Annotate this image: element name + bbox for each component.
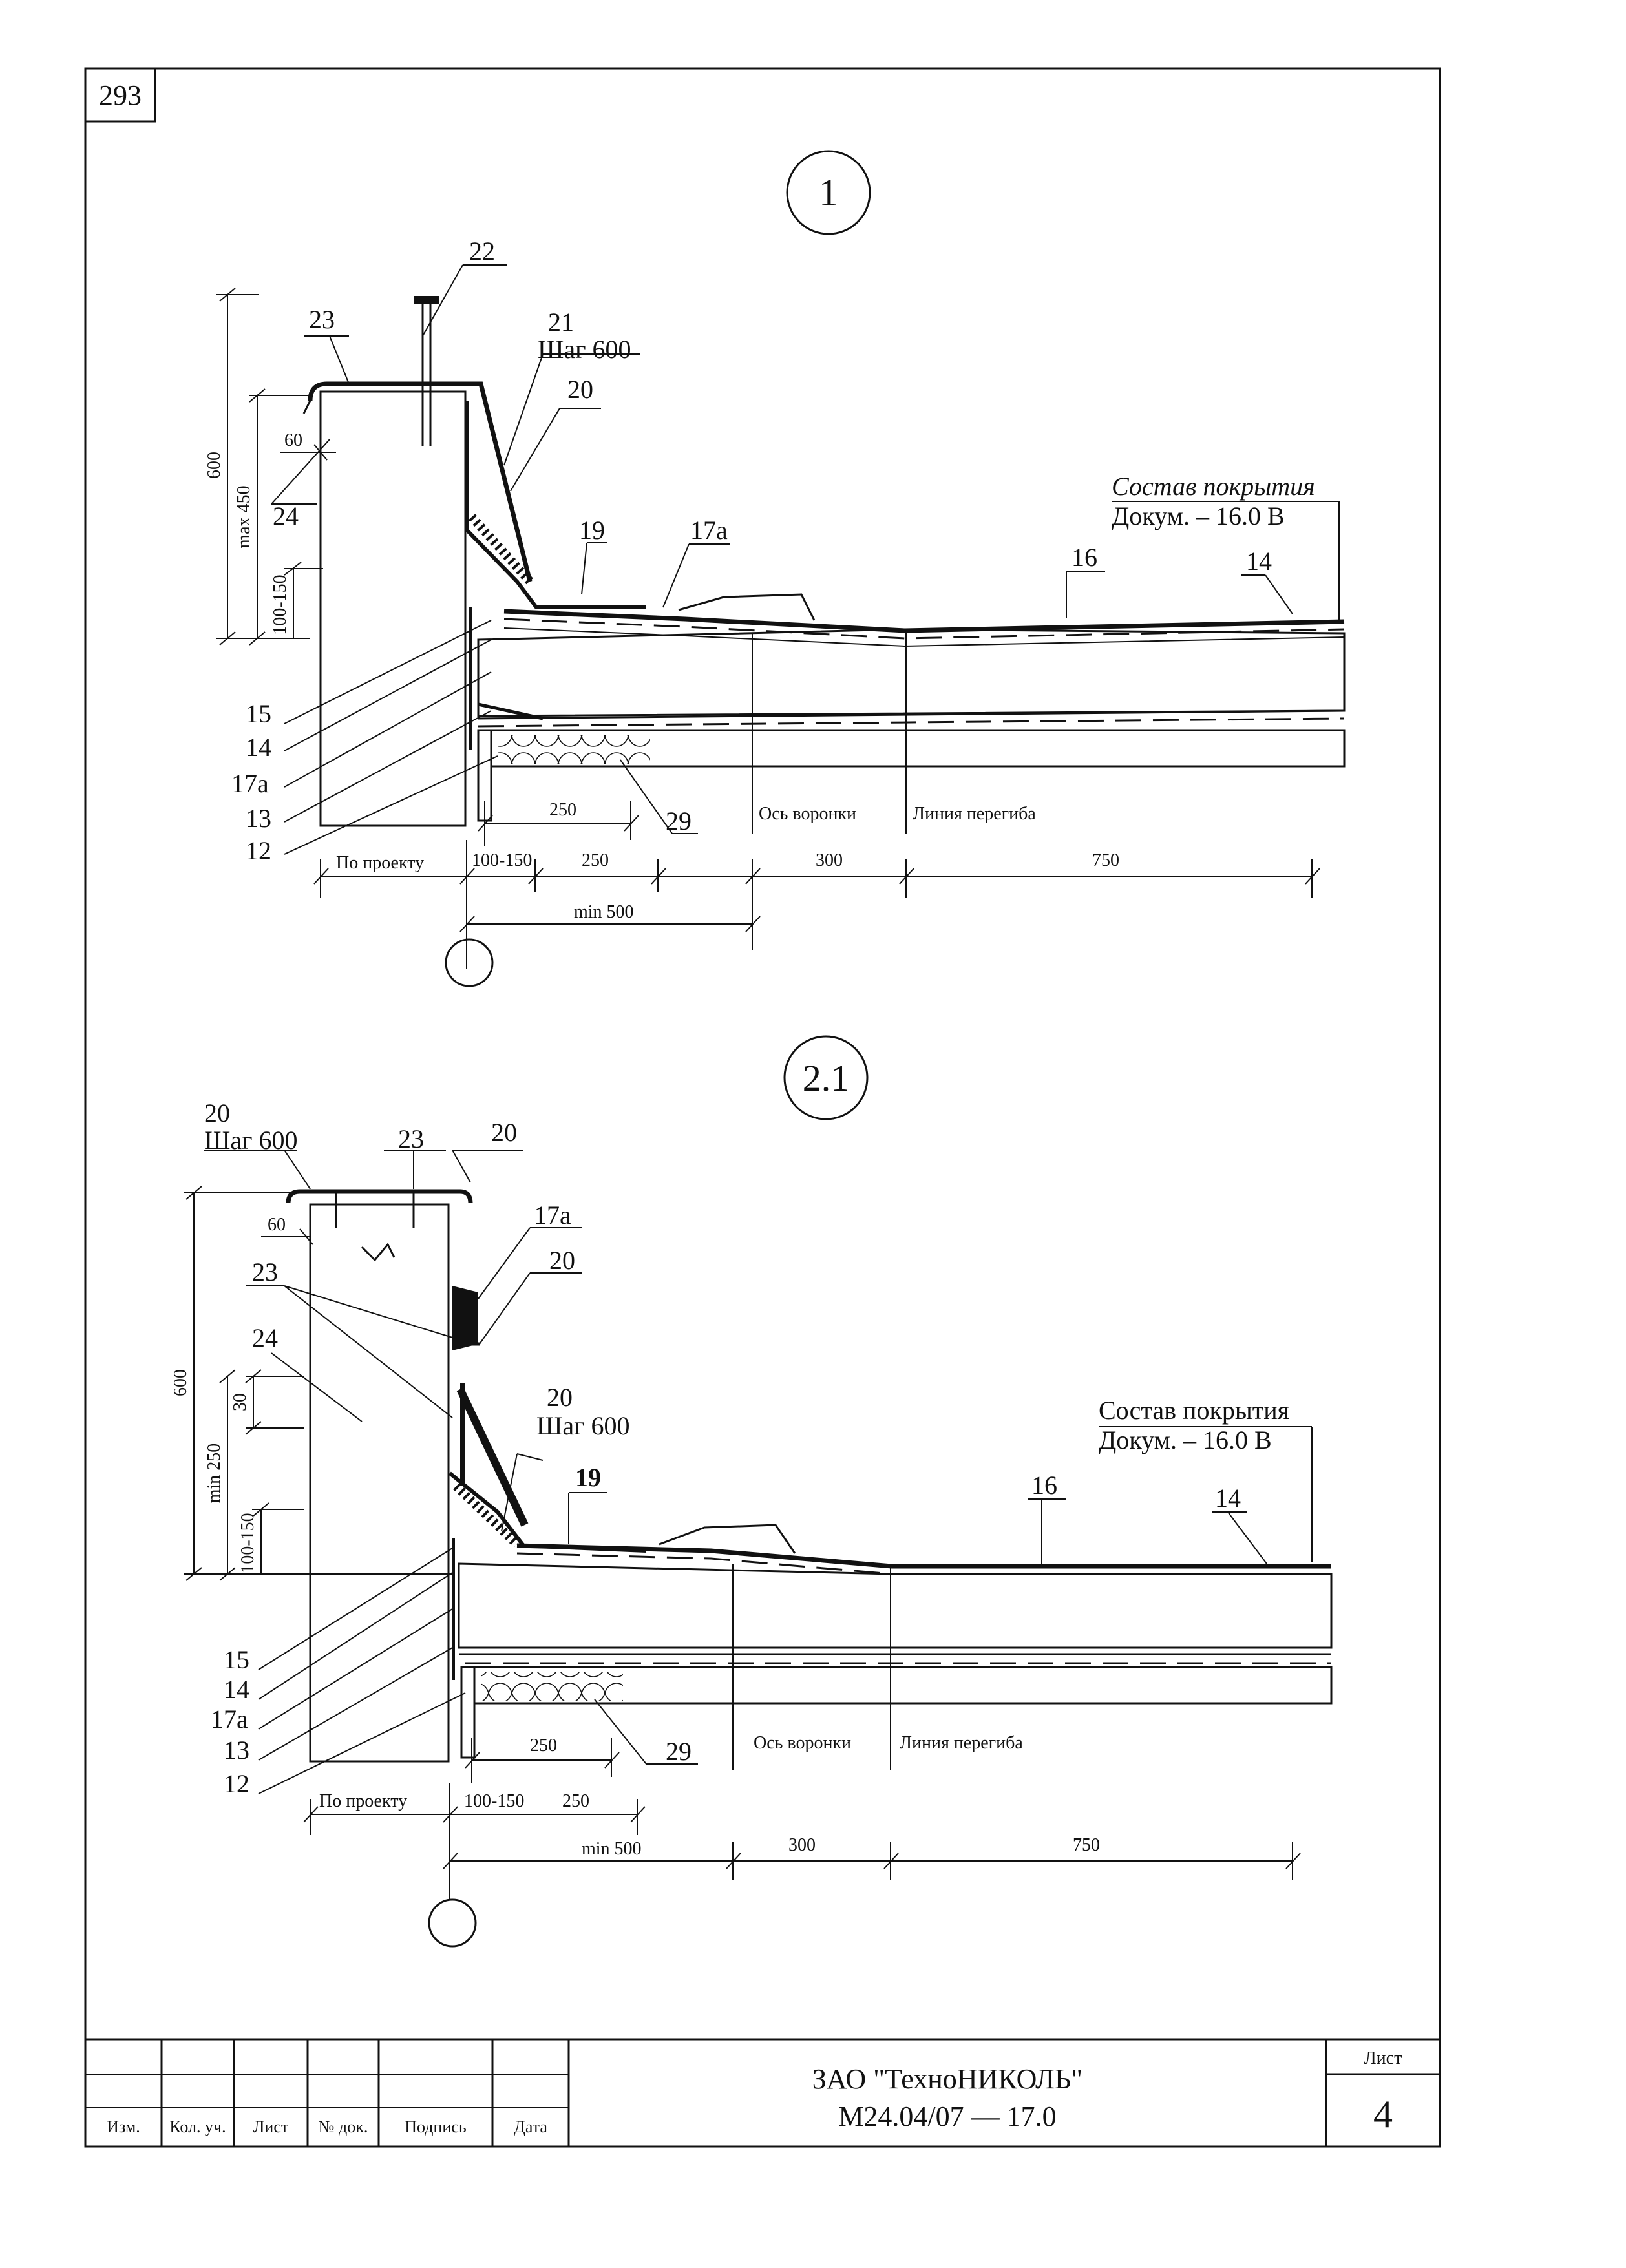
parapet-cap	[310, 384, 530, 582]
tb-col-podpis: Подпись	[405, 2117, 467, 2136]
tb-document: М24.04/07 — 17.0	[838, 2101, 1057, 2132]
tb-col-list: Лист	[253, 2117, 289, 2136]
parapet-wall-2	[310, 1204, 449, 1761]
callout-19: 19	[579, 516, 605, 545]
mineral-wool-2	[481, 1672, 623, 1701]
dim-60-1: 60	[284, 430, 302, 450]
callout-20a: 20	[204, 1098, 230, 1128]
dim-250a-2: 250	[530, 1736, 557, 1756]
dim-250a-1: 250	[549, 800, 576, 820]
callout-23: 23	[309, 305, 335, 334]
dim-60-2: 60	[268, 1215, 286, 1235]
detail-2-1	[171, 1036, 1331, 1946]
dim-100-150-h-1: 100-150	[472, 850, 533, 870]
callout-29: 29	[666, 806, 692, 835]
title-block	[85, 2039, 1440, 2147]
dim-250b-2: 250	[562, 1791, 589, 1811]
parapet-cap-2	[288, 1192, 470, 1203]
dim-max450-1: max 450	[234, 485, 254, 549]
detail-1	[204, 151, 1344, 986]
dim-po-proektu-2: По проекту	[319, 1791, 408, 1811]
left-callout-12-2: 12	[224, 1769, 249, 1798]
callout-16: 16	[1072, 543, 1097, 572]
funnel-cover-1	[679, 594, 814, 620]
dim-min250-2: min 250	[204, 1443, 224, 1504]
tb-company: ЗАО "ТехноНИКОЛЬ"	[812, 2063, 1083, 2095]
dim-po-proektu-1: По проекту	[336, 853, 425, 873]
left-callout-17a-2: 17а	[211, 1705, 248, 1734]
mineral-wool-1	[498, 735, 650, 764]
detail-2-1-id: 2.1	[802, 1057, 850, 1099]
callout-24-2: 24	[252, 1323, 278, 1352]
dim-300-2: 300	[788, 1835, 816, 1855]
dim-30-2: 30	[230, 1393, 250, 1411]
dim-600-2: 600	[171, 1369, 191, 1396]
callout-29-2: 29	[666, 1737, 692, 1766]
callout-14-2: 14	[1215, 1484, 1241, 1513]
bend-axis-label-2: Линия перегиба	[900, 1733, 1023, 1753]
callout-20: 20	[567, 375, 593, 404]
left-callout-17a: 17а	[231, 769, 269, 798]
dim-750-1: 750	[1092, 850, 1119, 870]
left-callout-15: 15	[246, 699, 271, 728]
dim-600-1: 600	[204, 452, 224, 479]
callout-22: 22	[469, 236, 495, 266]
callout-24: 24	[273, 501, 299, 530]
dim-min500-1: min 500	[574, 902, 634, 922]
flashing-strut	[460, 1389, 525, 1525]
wall-flashing-upper	[452, 1286, 478, 1350]
tb-col-izm: Изм.	[107, 2117, 140, 2136]
insulation-layer-1	[478, 629, 1344, 716]
dim-100-150-v-1: 100-150	[270, 574, 290, 635]
bend-axis-label-1: Линия перегиба	[913, 804, 1036, 824]
callout-23-top: 23	[398, 1124, 424, 1153]
dim-300-1: 300	[816, 850, 843, 870]
tb-sheet-label: Лист	[1364, 2048, 1402, 2068]
callout-20d-step: Шаг 600	[536, 1411, 630, 1440]
dim-min500-2: min 500	[582, 1839, 642, 1859]
detail-1-id: 1	[819, 171, 838, 214]
callout-20c: 20	[549, 1246, 575, 1275]
funnel-axis-label-1: Ось воронки	[759, 804, 857, 824]
roof-note-line-2: Докум. – 16.0 В	[1112, 501, 1285, 530]
callout-17a: 17а	[690, 516, 728, 545]
parapet-wall	[321, 392, 465, 826]
dim-250b-1: 250	[582, 850, 609, 870]
left-callout-14: 14	[246, 733, 271, 762]
callout-20a-step: Шаг 600	[204, 1126, 298, 1155]
callout-16-2: 16	[1031, 1471, 1057, 1500]
tb-col-no-dok: № док.	[318, 2117, 368, 2136]
dim-100-150-v-2: 100-150	[238, 1513, 258, 1573]
callout-21-step: Шаг 600	[538, 335, 631, 364]
grid-axis-marker-1	[446, 940, 492, 986]
left-callout-13-2: 13	[224, 1736, 249, 1765]
left-callout-13: 13	[246, 804, 271, 833]
page-number: 293	[99, 79, 142, 111]
roof-membrane-1	[504, 611, 1344, 631]
callout-19-2: 19	[575, 1463, 601, 1492]
callout-20d: 20	[547, 1383, 573, 1412]
grid-axis-marker-2	[429, 1900, 476, 1946]
roof-note-2-line-2: Докум. – 16.0 В	[1099, 1425, 1272, 1454]
callout-23b: 23	[252, 1257, 278, 1286]
callout-17a-2: 17а	[534, 1201, 571, 1230]
tb-sheet-number: 4	[1373, 2093, 1393, 2136]
left-callout-15-2: 15	[224, 1645, 249, 1674]
left-callout-12: 12	[246, 836, 271, 865]
roof-note-2-line-1: Состав покрытия	[1099, 1396, 1290, 1425]
callout-20b: 20	[491, 1118, 517, 1147]
dim-100-150-h-2: 100-150	[464, 1791, 525, 1811]
roof-note-line-1: Состав покрытия	[1112, 472, 1315, 501]
tb-col-data: Дата	[514, 2117, 547, 2136]
funnel-axis-label-2: Ось воронки	[754, 1733, 852, 1753]
insulation-layer-2	[459, 1564, 1331, 1648]
callout-21: 21	[548, 308, 574, 337]
left-callout-14-2: 14	[224, 1675, 249, 1704]
callout-14: 14	[1246, 547, 1272, 576]
tb-col-kol-uch: Кол. уч.	[169, 2117, 226, 2136]
dim-750-2: 750	[1073, 1835, 1100, 1855]
sheet-frame	[85, 68, 1440, 2147]
